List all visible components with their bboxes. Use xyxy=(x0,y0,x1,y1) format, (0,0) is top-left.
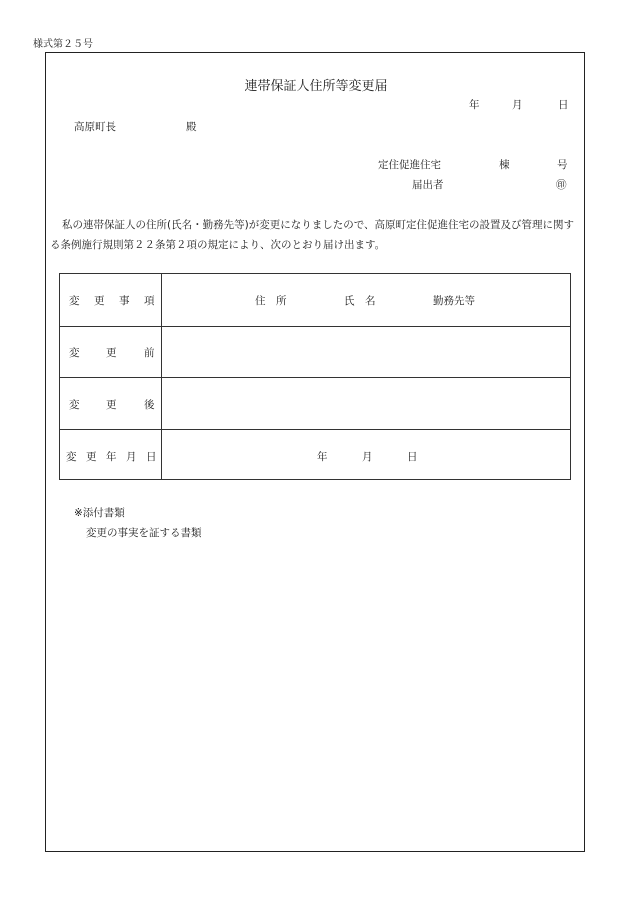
row1-label-char: 更 xyxy=(94,295,105,307)
row3-label-char: 更 xyxy=(106,399,117,411)
row2-label-char: 前 xyxy=(144,347,155,359)
form-number: 様式第２５号 xyxy=(33,39,93,50)
change-table xyxy=(59,273,571,480)
table-row-divider xyxy=(60,377,570,378)
body-text-content: 私の連帯保証人の住所(氏名・勤務先等)が変更になりましたので、高原町定住促進住宅の設置及び管理に関する条例施行規則第２２条第２項の規定により、次のとおり届け出ます。 xyxy=(50,219,574,251)
body-text xyxy=(50,215,582,255)
row2-label-char: 更 xyxy=(106,347,117,359)
row4-label-char: 月 xyxy=(126,451,137,463)
row4-date-day: 日 xyxy=(407,451,418,463)
row4-label-char: 日 xyxy=(146,451,157,463)
attachments-item: 変更の事実を証する書類 xyxy=(86,527,202,539)
housing-label: 定住促進住宅 xyxy=(378,159,441,171)
housing-building-label: 棟 xyxy=(499,159,510,171)
row4-label-char: 更 xyxy=(86,451,97,463)
row1-item-workplace: 勤務先等 xyxy=(433,295,475,307)
row1-label-char: 事 xyxy=(119,295,130,307)
row3-label-char: 後 xyxy=(144,399,155,411)
applicant-label: 届出者 xyxy=(412,179,444,191)
row2-label-char: 変 xyxy=(69,347,80,359)
form-frame xyxy=(45,52,585,852)
table-row-divider xyxy=(60,429,570,430)
row4-label-char: 年 xyxy=(106,451,117,463)
attachments-heading: ※添付書類 xyxy=(74,507,125,519)
date-year-label: 年 xyxy=(469,99,480,111)
date-day-label: 日 xyxy=(558,99,569,111)
seal-mark: ㊞ xyxy=(556,179,567,191)
row1-label-char: 項 xyxy=(144,295,155,307)
row1-label-char: 変 xyxy=(69,295,80,307)
housing-number-label: 号 xyxy=(557,159,568,171)
row4-date-year: 年 xyxy=(317,451,328,463)
row1-item-name: 氏 名 xyxy=(344,295,376,307)
form-title: 連帯保証人住所等変更届 xyxy=(244,79,388,94)
table-row-divider xyxy=(60,326,570,327)
date-month-label: 月 xyxy=(512,99,523,111)
addressee-honorific: 殿 xyxy=(186,121,197,133)
row4-label-char: 変 xyxy=(66,451,77,463)
row3-label-char: 変 xyxy=(69,399,80,411)
row4-date-month: 月 xyxy=(362,451,373,463)
row1-item-address: 住 所 xyxy=(255,295,287,307)
addressee-name: 高原町長 xyxy=(74,121,116,133)
